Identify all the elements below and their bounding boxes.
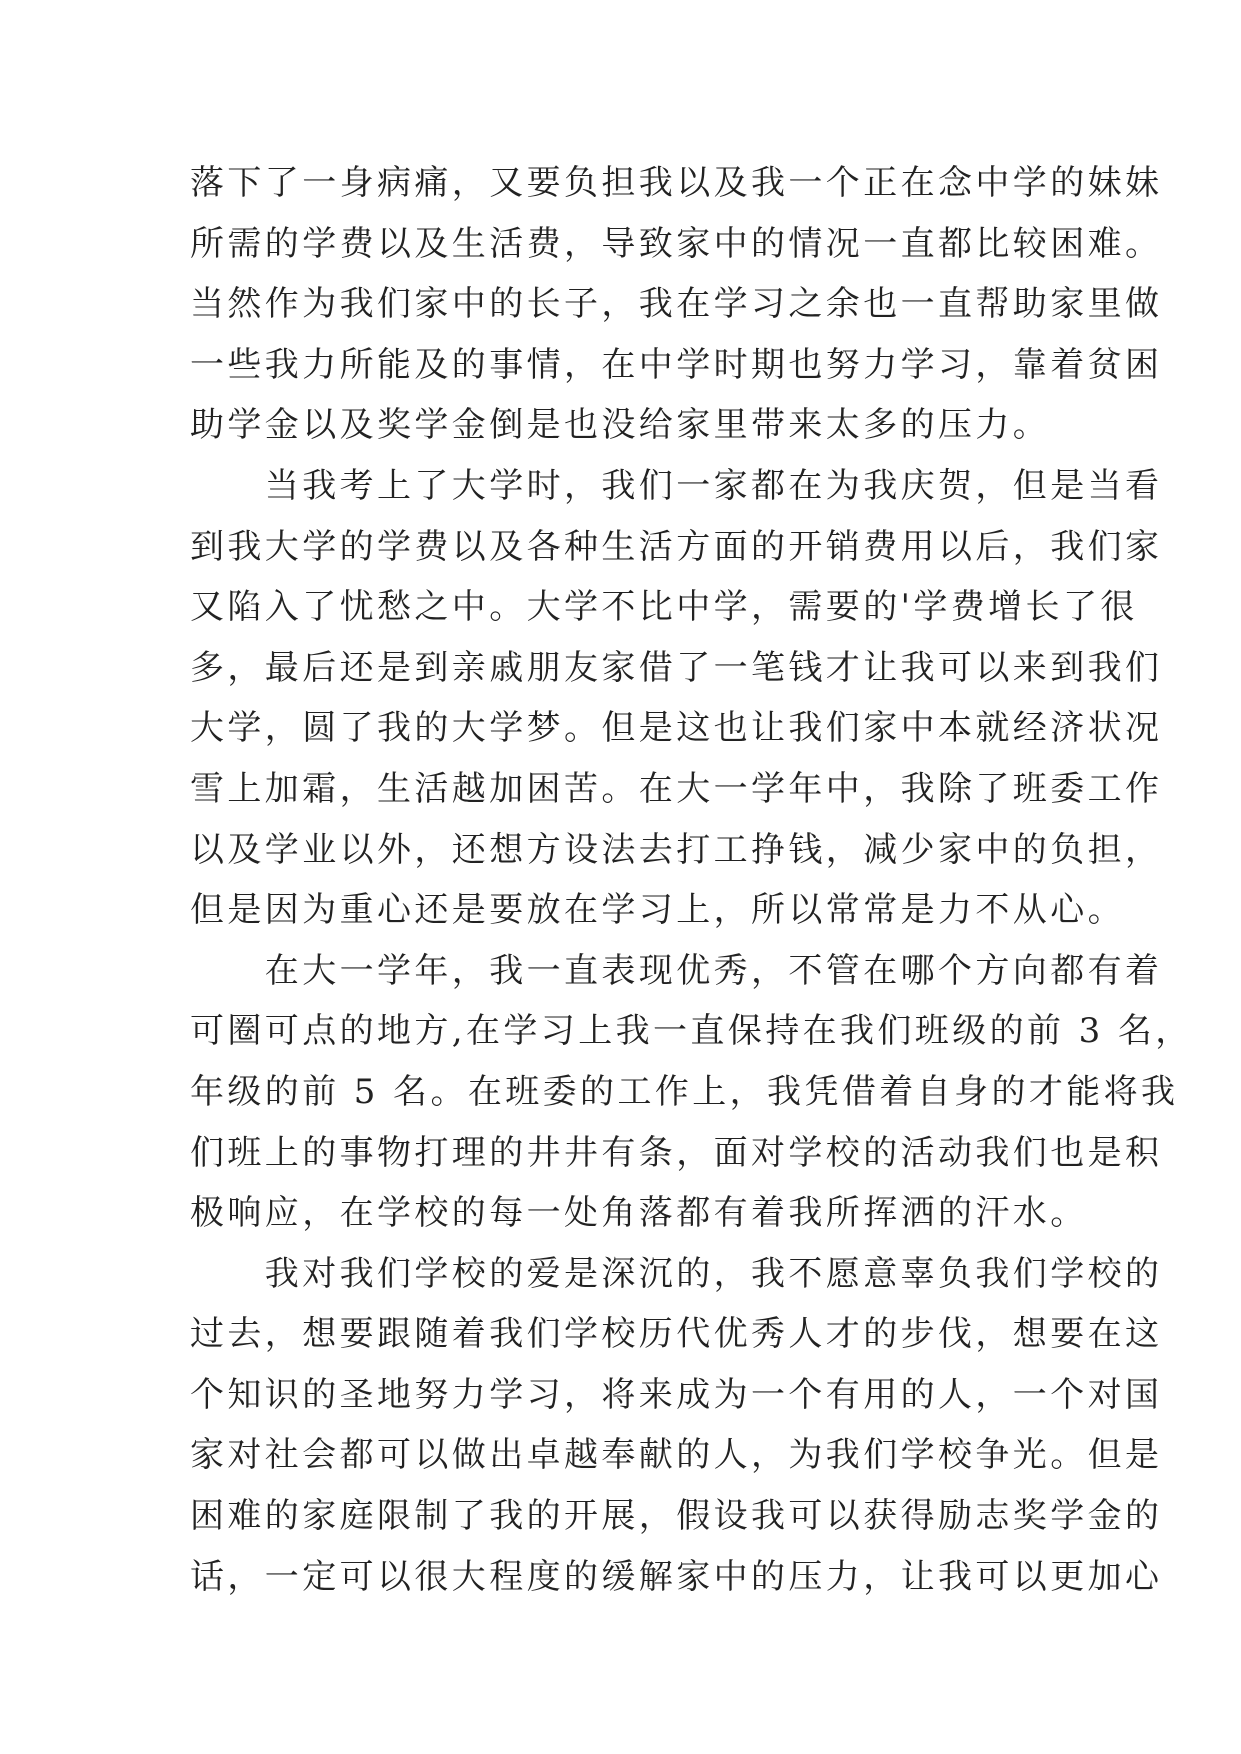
- text-line: 大学，圆了我的大学梦。但是这也让我们家中本就经济状况: [190, 708, 1163, 749]
- body-text: [190, 153, 1193, 1607]
- text-line: 又陷入了忧愁之中。大学不比中学，需要的'学费增长了很: [190, 587, 1138, 628]
- text-line: 们班上的事物打理的井井有条，面对学校的活动我们也是积: [190, 1132, 1163, 1173]
- text-line: 助学金以及奖学金倒是也没给家里带来太多的压力。: [190, 405, 1051, 446]
- text-line: 多，最后还是到亲戚朋友家借了一笔钱才让我可以来到我们: [190, 647, 1163, 688]
- text-line: 落下了一身病痛，又要负担我以及我一个正在念中学的妹妹: [190, 163, 1163, 203]
- text-line: 可圈可点的地方,在学习上我一直保持在我们班级的前 3 名，: [190, 1011, 1193, 1052]
- text-line: 极响应，在学校的每一处角落都有着我所挥洒的汗水。: [190, 1193, 1088, 1234]
- text-line: 但是因为重心还是要放在学习上，所以常常是力不从心。: [190, 890, 1125, 931]
- text-line: 困难的家庭限制了我的开展，假设我可以获得励志奖学金的: [190, 1496, 1163, 1537]
- paragraph-first-line: 在大一学年，我一直表现优秀，不管在哪个方向都有着: [190, 950, 1163, 991]
- text-line: 一些我力所能及的事情，在中学时期也努力学习，靠着贫困: [190, 344, 1163, 385]
- text-line: 话，一定可以很大程度的缓解家中的压力，让我可以更加心: [190, 1556, 1163, 1597]
- text-line: 当然作为我们家中的长子，我在学习之余也一直帮助家里做: [190, 284, 1163, 325]
- text-line: 雪上加霜，生活越加困苦。在大一学年中，我除了班委工作: [190, 768, 1163, 809]
- text-line: 以及学业以外，还想方设法去打工挣钱，减少家中的负担，: [190, 829, 1163, 870]
- text-line: 家对社会都可以做出卓越奉献的人，为我们学校争光。但是: [190, 1435, 1163, 1476]
- text-line: 过去，想要跟随着我们学校历代优秀人才的步伐，想要在这: [190, 1314, 1163, 1355]
- text-line: 到我大学的学费以及各种生活方面的开销费用以后，我们家: [190, 526, 1163, 567]
- text-line: 年级的前 5 名。在班委的工作上，我凭借着自身的才能将我: [190, 1071, 1179, 1112]
- text-line: 所需的学费以及生活费，导致家中的情况一直都比较困难。: [190, 223, 1163, 264]
- paragraph-first-line: 我对我们学校的爱是深沉的，我不愿意辜负我们学校的: [190, 1253, 1163, 1294]
- paragraph-first-line: 当我考上了大学时，我们一家都在为我庆贺，但是当看: [190, 465, 1163, 506]
- text-line: 个知识的圣地努力学习，将来成为一个有用的人，一个对国: [190, 1374, 1163, 1415]
